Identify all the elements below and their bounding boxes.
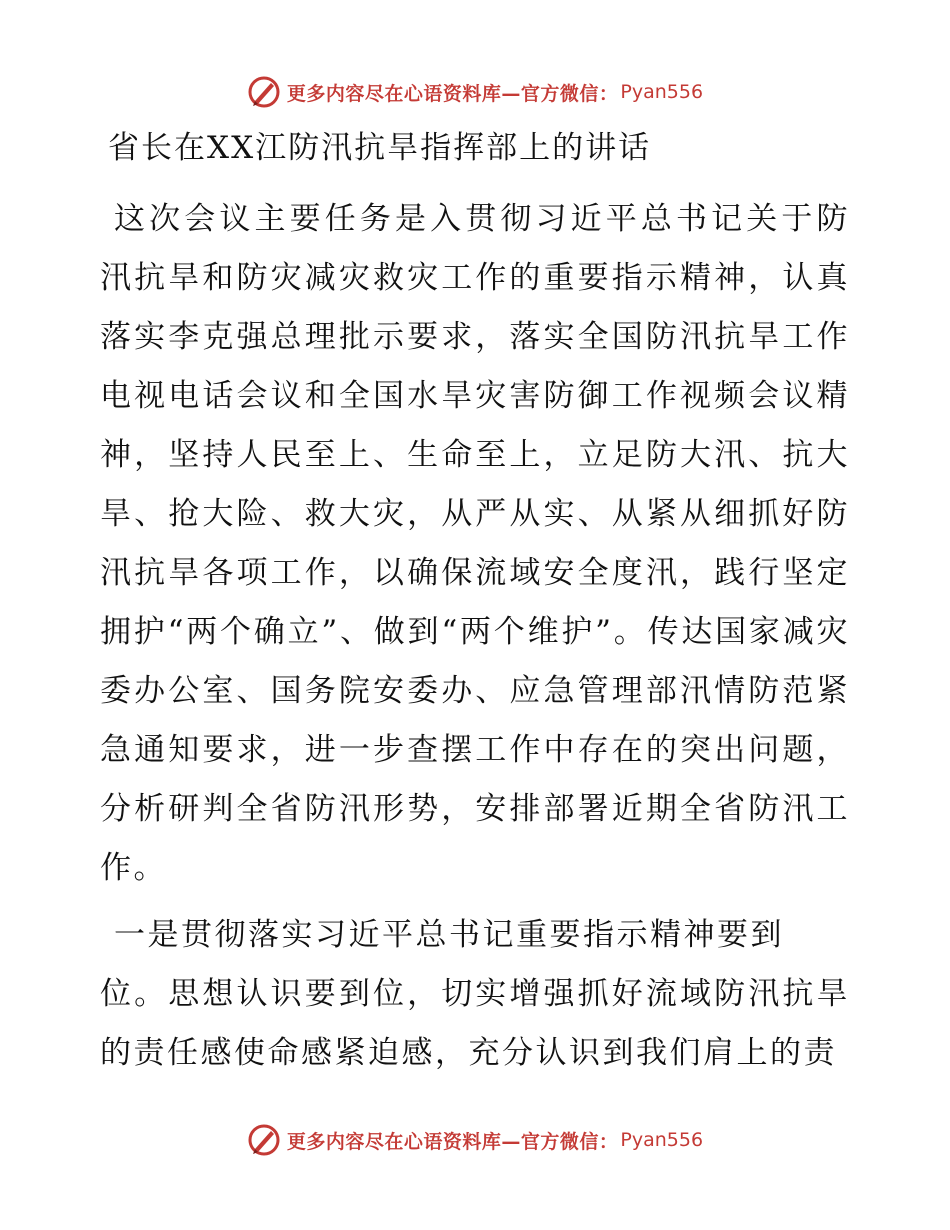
paragraph-intro: 这次会议主要任务是入贯彻习近平总书记关于防汛抗旱和防灾减灾救灾工作的重要指示精神，认真落实李克强总理批示要求，落实全国防汛抗旱工作电视电话会议和全国水旱灾害防御工作视频会议精神，坚持人民至上、生命至上，立足防大汛、抗大旱、抢大险、救大灾，从严从实、从紧从细抓好防汛抗旱各项工作，以确保流域安全度汛，践行坚定拥护“两个确立”、做到“两个维护”。传达国家减灾委办公室、国务院安委办、应急管理部汛情防范紧急通知要求，进一步查摆工作中存在的突出问题，分析研判全省防汛形势，安排部署近期全省防汛工作。 [100,201,850,886]
paragraph-point-one-heading: 一是贯彻落实习近平总书记重要指示精神要到 [114,917,784,953]
document-title: 省长在XX江防汛抗旱指挥部上的讲话 [108,130,652,166]
footer-watermark [0,1120,950,1160]
watermark-text: 更多内容尽在心语资料库—官方微信： [286,1130,619,1153]
watermark-contact: Pyan556 [620,81,704,103]
header-watermark [0,72,950,112]
watermark-contact: Pyan556 [620,1129,704,1151]
watermark-text: 更多内容尽在心语资料库—官方微信： [286,82,619,105]
paragraph-point-one [100,906,850,1083]
pen-logo-icon [247,75,281,109]
pen-logo-icon [247,1123,281,1157]
paragraph-point-one-body: 位。思想认识要到位，切实增强抓好流域防汛抗旱的责任感使命感紧迫感，充分认识到我们肩上的责 [100,976,850,1071]
